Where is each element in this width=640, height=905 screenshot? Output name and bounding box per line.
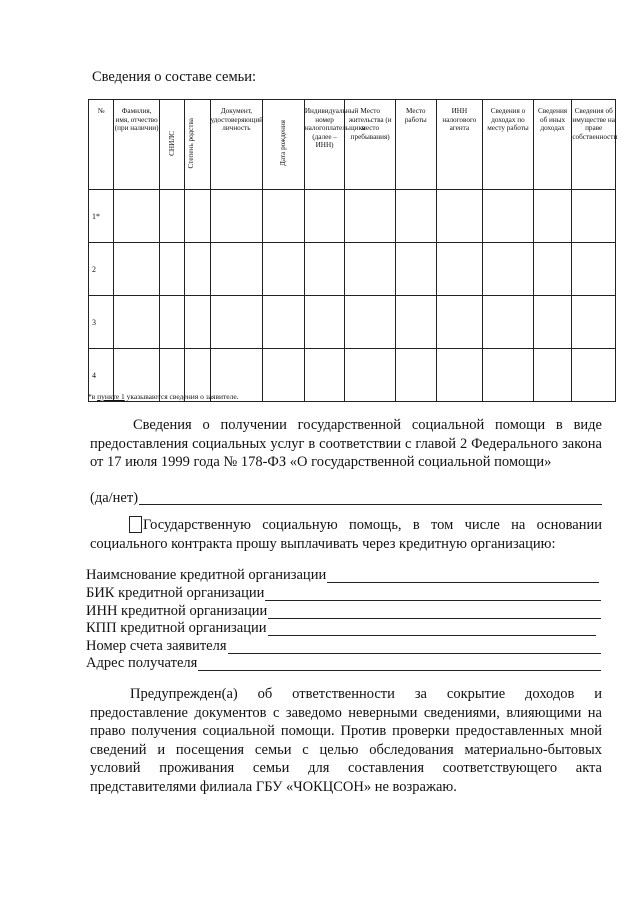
col-relation-header: Степень родства — [185, 100, 210, 190]
yes-no-line — [90, 489, 602, 508]
table-row — [89, 190, 616, 243]
section-title: Сведения о составе семьи: — [92, 69, 257, 85]
inn-field: ИНН кредитной организации — [86, 603, 601, 621]
col-work-income-header: Сведения о доходах по месту работы — [483, 100, 534, 190]
col-snils-header: СНИЛС — [159, 100, 184, 190]
bank-name-input[interactable] — [327, 568, 599, 583]
family-table — [88, 99, 616, 402]
bik-input[interactable] — [265, 586, 601, 601]
table-header-row — [89, 100, 616, 190]
row-number: 1* — [89, 190, 114, 243]
col-id-document-header: Документ, удостоверяющий личность — [210, 100, 263, 190]
yes-no-label: (да/нет) — [90, 490, 139, 506]
liability-paragraph: Предупрежден(а) об ответственности за сокрытие доходов и предоставление документов с заведомо неверными сведениями, влияющими на право получения социальной помощи. Против проверки предоставленных мной сведений и посещения семьи с целью обследования материально-бытовых условий проживания семьи для составления соответствующего акта представителями филиала ГБУ «ЧОКЦСОН» не возражаю. — [90, 686, 602, 795]
inn-input[interactable] — [268, 604, 601, 619]
payment-checkbox[interactable] — [129, 516, 142, 533]
table-row — [89, 296, 616, 349]
footnote: *в пункте 1 указываются сведения о заявителе. — [88, 392, 239, 401]
yes-no-input[interactable] — [139, 490, 602, 505]
bank-name-field: Наимснование кредитной организации — [86, 567, 601, 585]
col-residence-header: Место жительства (и место пребывания) — [345, 100, 396, 190]
footnote-link[interactable]: пункте 1 — [97, 392, 125, 401]
kpp-input[interactable] — [268, 621, 597, 636]
address-field: Адрес получателя — [86, 655, 601, 673]
col-birthdate-header: Дата рождения — [263, 100, 305, 190]
account-field: Номер счета заявителя — [86, 638, 601, 656]
payment-request-paragraph: Государственную социальную помощь, в том числе на основании социального контракта прошу выплачивать через кредитную организацию: — [90, 517, 602, 552]
col-property-header: Сведения об имуществе на праве собственности — [572, 100, 616, 190]
col-number-header: № — [89, 100, 114, 190]
row-number: 3 — [89, 296, 114, 349]
address-input[interactable] — [198, 656, 601, 671]
account-input[interactable] — [228, 639, 602, 654]
row-number: 2 — [89, 243, 114, 296]
col-tax-agent-inn-header: ИНН налогового агента — [436, 100, 483, 190]
table-row — [89, 243, 616, 296]
col-fio-header: Фамилия, имя, отчество (при наличии) — [114, 100, 160, 190]
row-number: 4 — [89, 349, 114, 402]
social-services-paragraph: Сведения о получении государственной социальной помощи в виде предоставления социальных услуг в соответствии с главой 2 Федерального закона от 17 июля 1999 года № 178-ФЗ «О государственной социальной помощи» — [90, 417, 602, 470]
kpp-field: КПП кредитной организации — [86, 620, 601, 638]
col-inn-header: Индивидуальный номер налогоплательщика (далее – ИНН) — [304, 100, 345, 190]
bik-field: БИК кредитной организации — [86, 585, 601, 603]
col-workplace-header: Место работы — [396, 100, 437, 190]
col-other-income-header: Сведения об иных доходах — [533, 100, 572, 190]
